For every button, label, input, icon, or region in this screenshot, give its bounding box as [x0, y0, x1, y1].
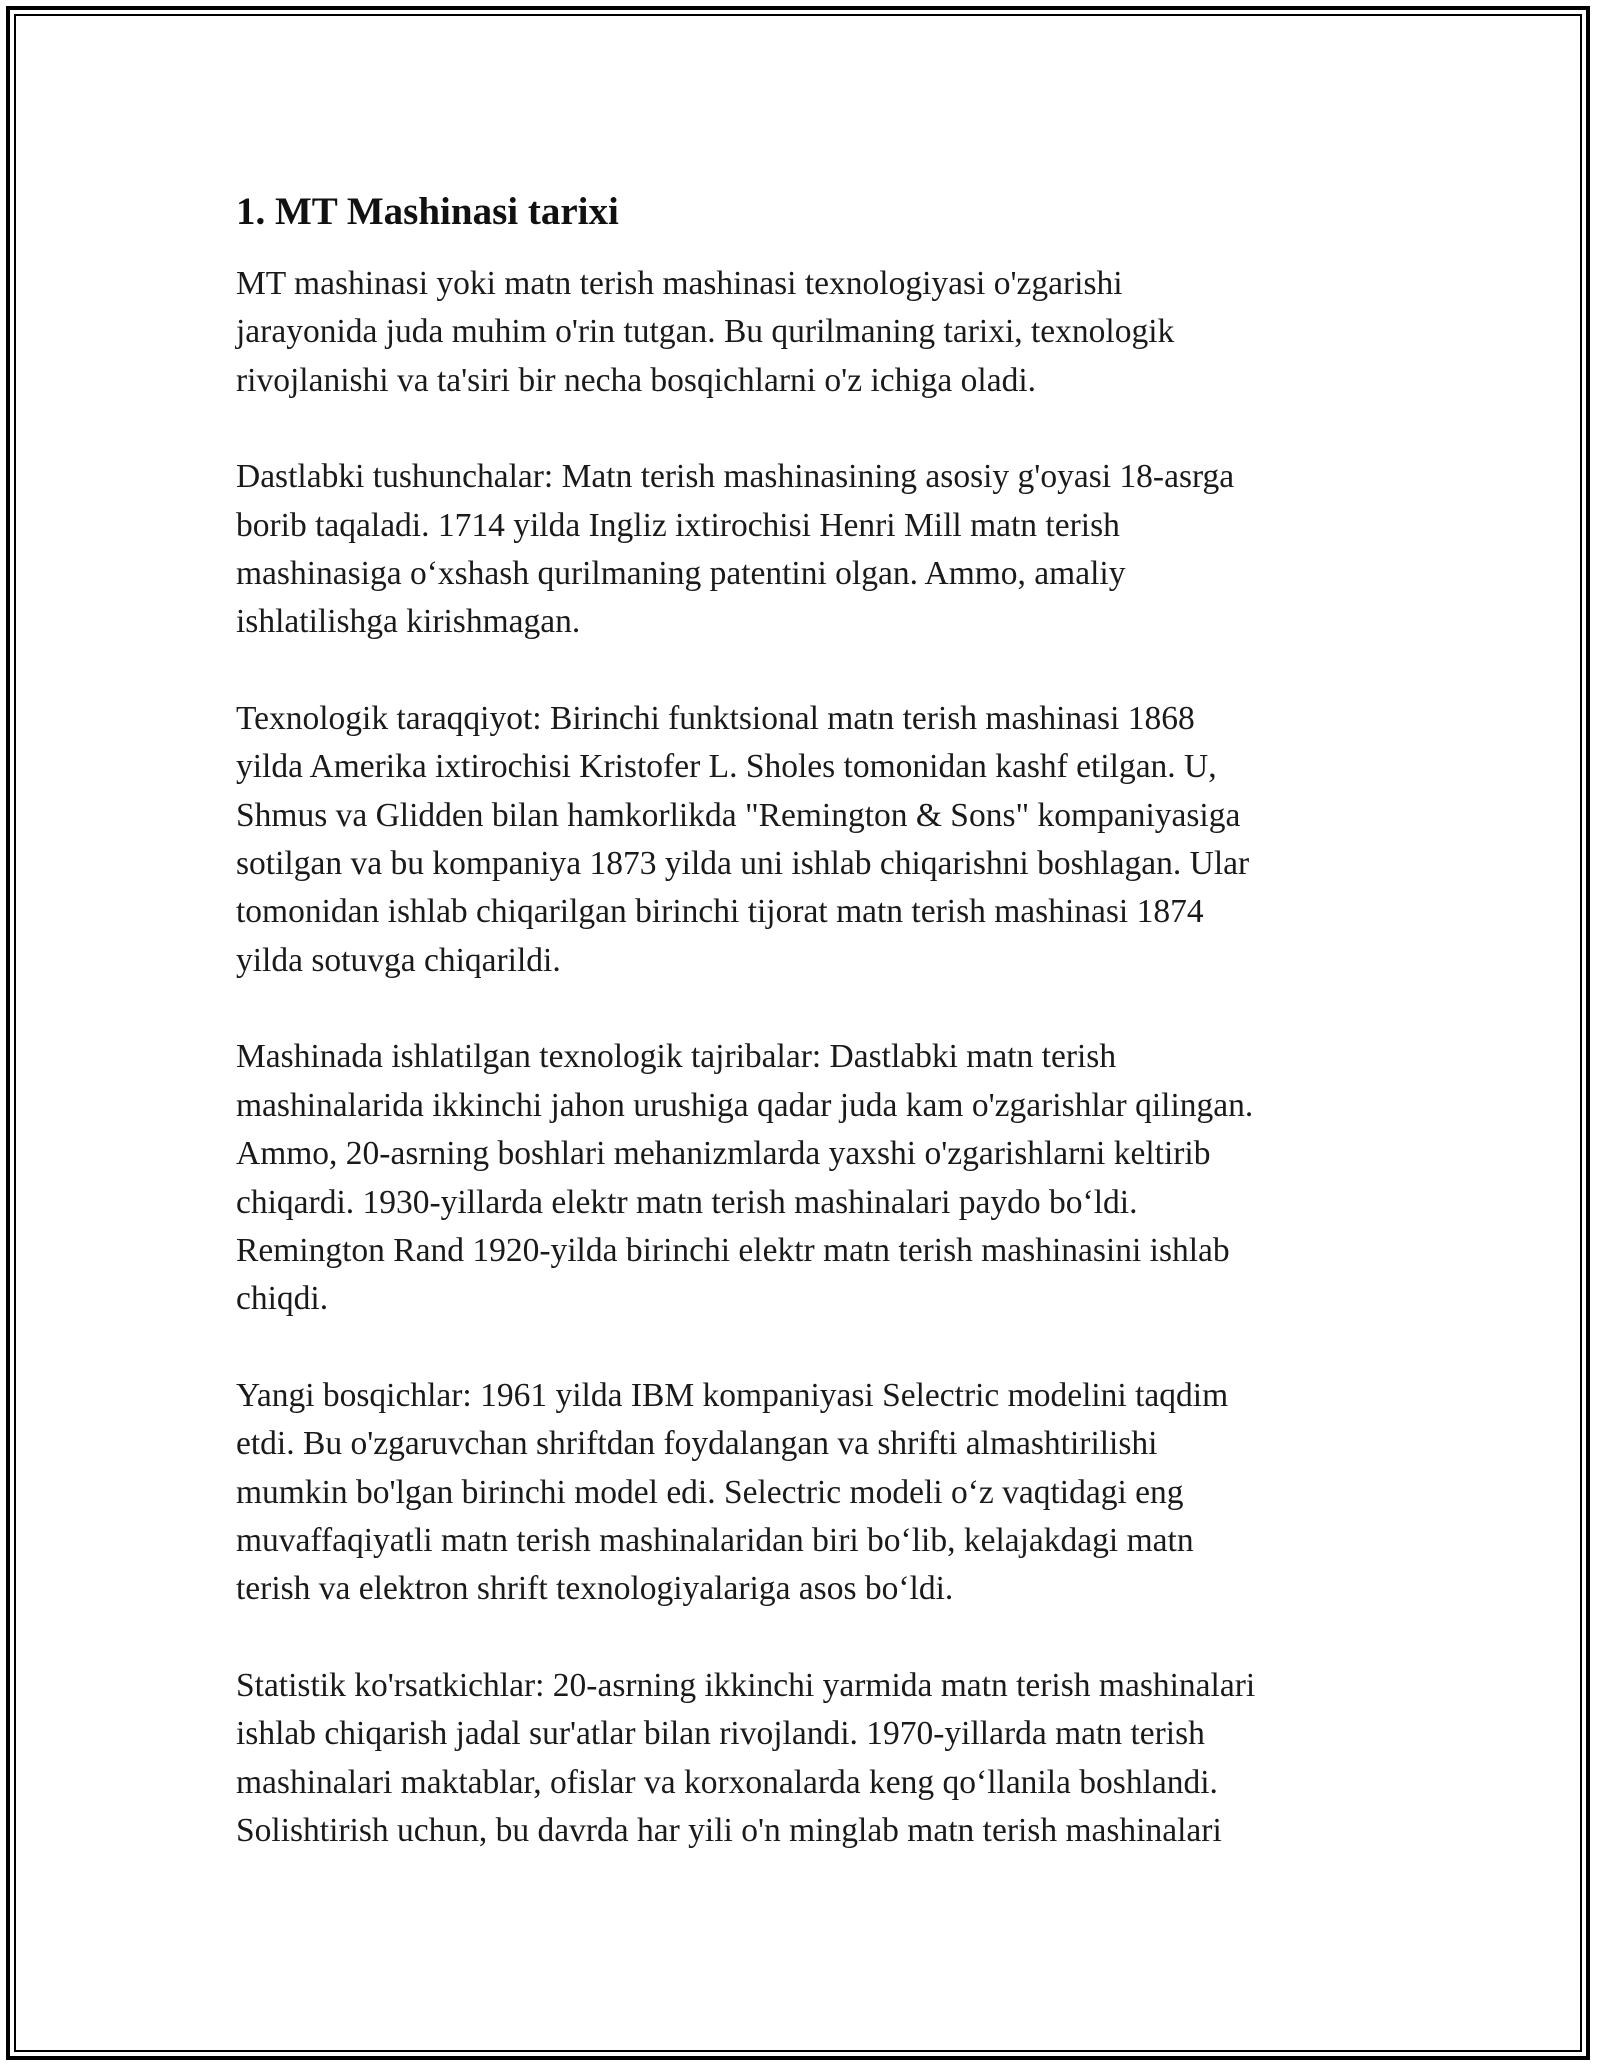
paragraph-intro: MT mashinasi yoki matn terish mashinasi texnologiyasi o'zgarishi jarayonida juda muhim o'rin tutgan. Bu qurilmaning tarixi, texnologik rivojlanishi va ta'siri bir necha bosqichlarni o'z ichiga oladi.	[236, 265, 1175, 399]
paragraph-technological-progress: Texnologik taraqqiyot: Birinchi funktsional matn terish mashinasi 1868 yilda Amerika ixtirochisi Kristofer L. Sholes tomonidan kashf etilgan. U, Shmus va Glidden bilan hamkorlikda "Remington & Sons" kompaniyasiga sotilgan va bu kompaniya 1873 yilda uni ishlab chiqarishni boshlagan. Ular tomonidan ishlab chiqarilgan birinchi tijorat matn terish mashinasi 1874 yilda sotuvga chiqarildi.	[236, 699, 1250, 979]
paragraph-early-concepts: Dastlabki tushunchalar: Matn terish mashinasining asosiy g'oyasi 18-asrga borib taqaladi. 1714 yilda Ingliz ixtirochisi Henri Mill matn terish mashinasiga o‘xshash qurilmaning patentini olgan. Ammo, amaliy ishlatilishga kirishmagan.	[236, 458, 1235, 641]
paragraph-technological-experiments: Mashinada ishlatilgan texnologik tajribalar: Dastlabki matn terish mashinalarida ikkinchi jahon urushiga qadar juda kam o'zgarishlar qilingan. Ammo, 20-asrning boshlari mehanizmlarda yaxshi o'zgarishlarni keltirib chiqardi. 1930-yillarda elektr matn terish mashinalari paydo bo‘ldi. Remington Rand 1920-yilda birinchi elektr matn terish mashinasini ishlab chiqdi.	[236, 1038, 1254, 1318]
paragraph-new-stages: Yangi bosqichlar: 1961 yilda IBM kompaniyasi Selectric modelini taqdim etdi. Bu o'zgaruvchan shriftdan foydalangan va shrifti almashtirilishi mumkin bo'lgan birinchi model edi. Selectric modeli o‘z vaqtidagi eng muvaffaqiyatli matn terish mashinalaridan biri bo‘lib, kelajakdagi matn terish va elektron shrift texnologiyalariga asos bo‘ldi.	[236, 1376, 1229, 1608]
document-body	[236, 186, 1366, 1903]
paragraph-statistics: Statistik ko'rsatkichlar: 20-asrning ikkinchi yarmida matn terish mashinalari ishlab chiqarish jadal sur'atlar bilan rivojlandi. 1970-yillarda matn terish mashinalari maktablar, ofislar va korxonalarda keng qo‘llanila boshlandi. Solishtirish uchun, bu davrda har yili o'n minglab matn terish mashinalari	[236, 1666, 1256, 1849]
section-heading: 1. MT Mashinasi tarixi	[236, 190, 619, 233]
